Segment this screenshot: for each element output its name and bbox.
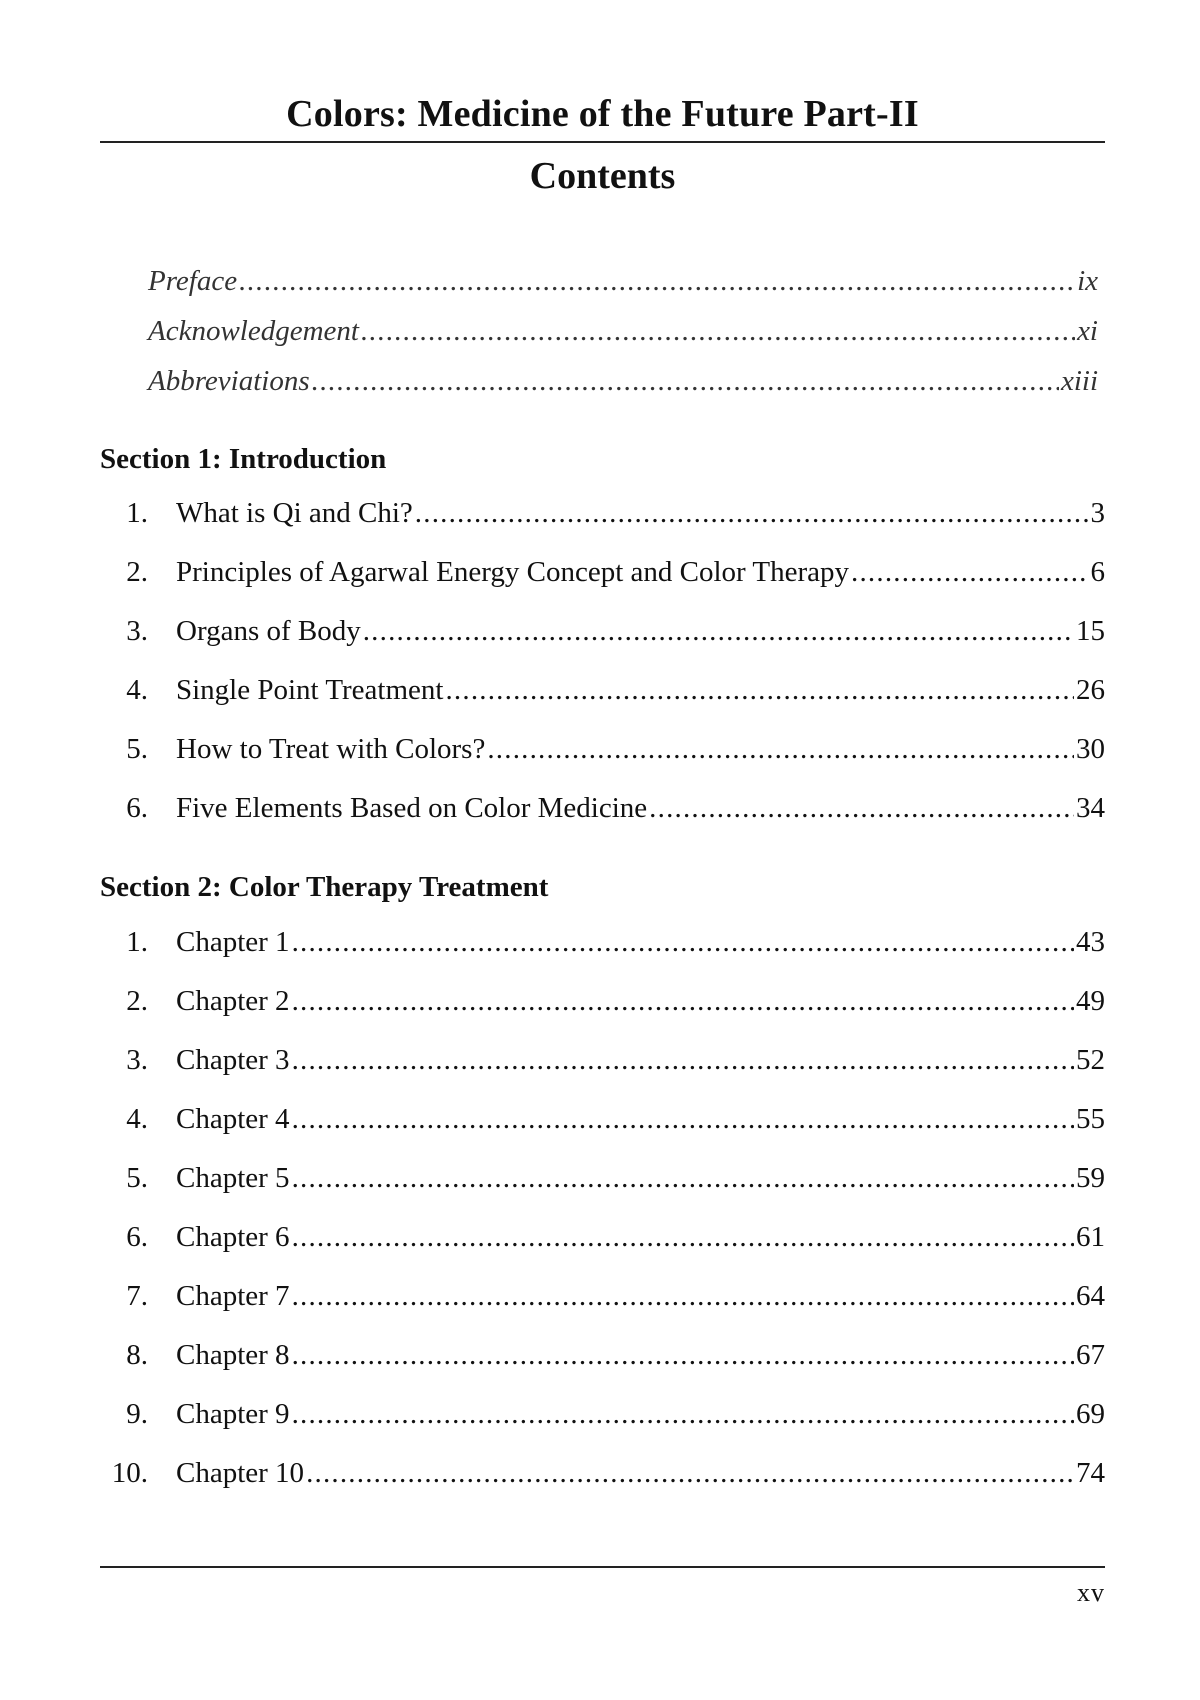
dot-leader xyxy=(292,1339,1074,1372)
toc-entry[interactable] xyxy=(100,1162,1105,1221)
footer-rule xyxy=(100,1566,1105,1568)
section-heading-color-therapy-treatment: Section 2: Color Therapy Treatment xyxy=(100,871,549,903)
toc-entry-number: 5. xyxy=(126,1162,148,1194)
dot-leader xyxy=(361,315,1075,348)
toc-entry-number: 2. xyxy=(126,556,148,588)
dot-leader xyxy=(487,733,1074,766)
dot-leader xyxy=(415,497,1089,530)
toc-entry-title: Principles of Agarwal Energy Concept and Color Therapy xyxy=(176,556,850,588)
toc-entry-page: xiii xyxy=(1060,365,1098,397)
toc-entry[interactable] xyxy=(100,733,1105,792)
toc-entry[interactable] xyxy=(100,1280,1105,1339)
toc-entry-title: Chapter 3 xyxy=(176,1044,290,1076)
page-number: xv xyxy=(1077,1578,1105,1607)
toc-entry-number: 2. xyxy=(126,985,148,1017)
toc-entry-title: Chapter 10 xyxy=(176,1457,305,1489)
toc-entry[interactable] xyxy=(100,926,1105,985)
dot-leader xyxy=(239,265,1075,298)
toc-entry-title: Single Point Treatment xyxy=(176,674,444,706)
toc-entry-title: Acknowledgement xyxy=(148,315,359,347)
dot-leader xyxy=(312,365,1059,398)
toc-entry-page: 6 xyxy=(1090,556,1105,588)
section-1-entries xyxy=(100,497,1105,851)
toc-entry-title: Chapter 5 xyxy=(176,1162,290,1194)
toc-entry-page: xi xyxy=(1077,315,1098,347)
toc-entry-title: How to Treat with Colors? xyxy=(176,733,486,765)
book-title: Colors: Medicine of the Future Part-II xyxy=(286,93,919,135)
toc-entry-title: Chapter 6 xyxy=(176,1221,290,1253)
toc-entry-page: 30 xyxy=(1076,733,1105,765)
toc-entry-page: 69 xyxy=(1076,1398,1105,1430)
toc-entry-title: Abbreviations xyxy=(148,365,310,397)
toc-entry-number: 1. xyxy=(126,926,148,958)
toc-entry-title: Chapter 9 xyxy=(176,1398,290,1430)
toc-entry-number: 4. xyxy=(126,1103,148,1135)
toc-entry[interactable] xyxy=(100,497,1105,556)
dot-leader xyxy=(649,792,1074,825)
toc-entry-page: 55 xyxy=(1076,1103,1105,1135)
toc-entry[interactable] xyxy=(100,556,1105,615)
toc-entry-number: 10. xyxy=(111,1457,148,1489)
title-rule xyxy=(100,141,1105,143)
toc-entry-preface[interactable] xyxy=(148,265,1098,315)
toc-entry-abbreviations[interactable] xyxy=(148,365,1098,415)
toc-entry-number: 1. xyxy=(126,497,148,529)
toc-entry[interactable] xyxy=(100,1398,1105,1457)
toc-entry-page: 52 xyxy=(1076,1044,1105,1076)
toc-entry-page: 26 xyxy=(1076,674,1105,706)
dot-leader xyxy=(292,1103,1074,1136)
toc-entry-title: Five Elements Based on Color Medicine xyxy=(176,792,648,824)
dot-leader xyxy=(292,1221,1074,1254)
toc-entry-page: 64 xyxy=(1076,1280,1105,1312)
toc-entry-title: Chapter 1 xyxy=(176,926,290,958)
dot-leader xyxy=(851,556,1088,589)
toc-entry-number: 3. xyxy=(126,1044,148,1076)
dot-leader xyxy=(292,1398,1074,1431)
toc-entry[interactable] xyxy=(100,615,1105,674)
dot-leader xyxy=(292,926,1074,959)
dot-leader xyxy=(306,1457,1074,1490)
toc-entry-page: 61 xyxy=(1076,1221,1105,1253)
toc-entry-page: 15 xyxy=(1076,615,1105,647)
toc-entry-title: What is Qi and Chi? xyxy=(176,497,413,529)
toc-entry-number: 9. xyxy=(126,1398,148,1430)
toc-entry-title: Chapter 2 xyxy=(176,985,290,1017)
contents-heading: Contents xyxy=(529,155,676,197)
front-matter-list xyxy=(148,265,1098,415)
dot-leader xyxy=(363,615,1074,648)
toc-entry-number: 4. xyxy=(126,674,148,706)
dot-leader xyxy=(292,1162,1074,1195)
toc-entry-page: ix xyxy=(1077,265,1098,297)
dot-leader xyxy=(292,1280,1074,1313)
dot-leader xyxy=(292,1044,1074,1077)
toc-entry-acknowledgement[interactable] xyxy=(148,315,1098,365)
toc-entry-number: 3. xyxy=(126,615,148,647)
toc-entry[interactable] xyxy=(100,1457,1105,1516)
section-heading-introduction: Section 1: Introduction xyxy=(100,443,387,475)
toc-entry-page: 74 xyxy=(1076,1457,1105,1489)
toc-entry[interactable] xyxy=(100,1103,1105,1162)
toc-entry-page: 3 xyxy=(1090,497,1105,529)
toc-entry[interactable] xyxy=(100,1221,1105,1280)
toc-entry[interactable] xyxy=(100,1044,1105,1103)
toc-entry-number: 5. xyxy=(126,733,148,765)
toc-entry-number: 6. xyxy=(126,1221,148,1253)
toc-entry-number: 8. xyxy=(126,1339,148,1371)
toc-entry-page: 59 xyxy=(1076,1162,1105,1194)
toc-entry-number: 7. xyxy=(126,1280,148,1312)
toc-entry-page: 67 xyxy=(1076,1339,1105,1371)
section-2-entries xyxy=(100,926,1105,1516)
toc-entry-page: 34 xyxy=(1076,792,1105,824)
dot-leader xyxy=(292,985,1074,1018)
toc-entry[interactable] xyxy=(100,792,1105,851)
toc-entry-title: Organs of Body xyxy=(176,615,361,647)
toc-entry-number: 6. xyxy=(126,792,148,824)
toc-entry[interactable] xyxy=(100,674,1105,733)
toc-entry-title: Chapter 4 xyxy=(176,1103,290,1135)
toc-entry-title: Chapter 8 xyxy=(176,1339,290,1371)
toc-entry-page: 43 xyxy=(1076,926,1105,958)
toc-entry-title: Preface xyxy=(148,265,238,297)
toc-entry-page: 49 xyxy=(1076,985,1105,1017)
toc-entry-title: Chapter 7 xyxy=(176,1280,290,1312)
dot-leader xyxy=(445,674,1074,707)
toc-entry[interactable] xyxy=(100,1339,1105,1398)
toc-entry[interactable] xyxy=(100,985,1105,1044)
